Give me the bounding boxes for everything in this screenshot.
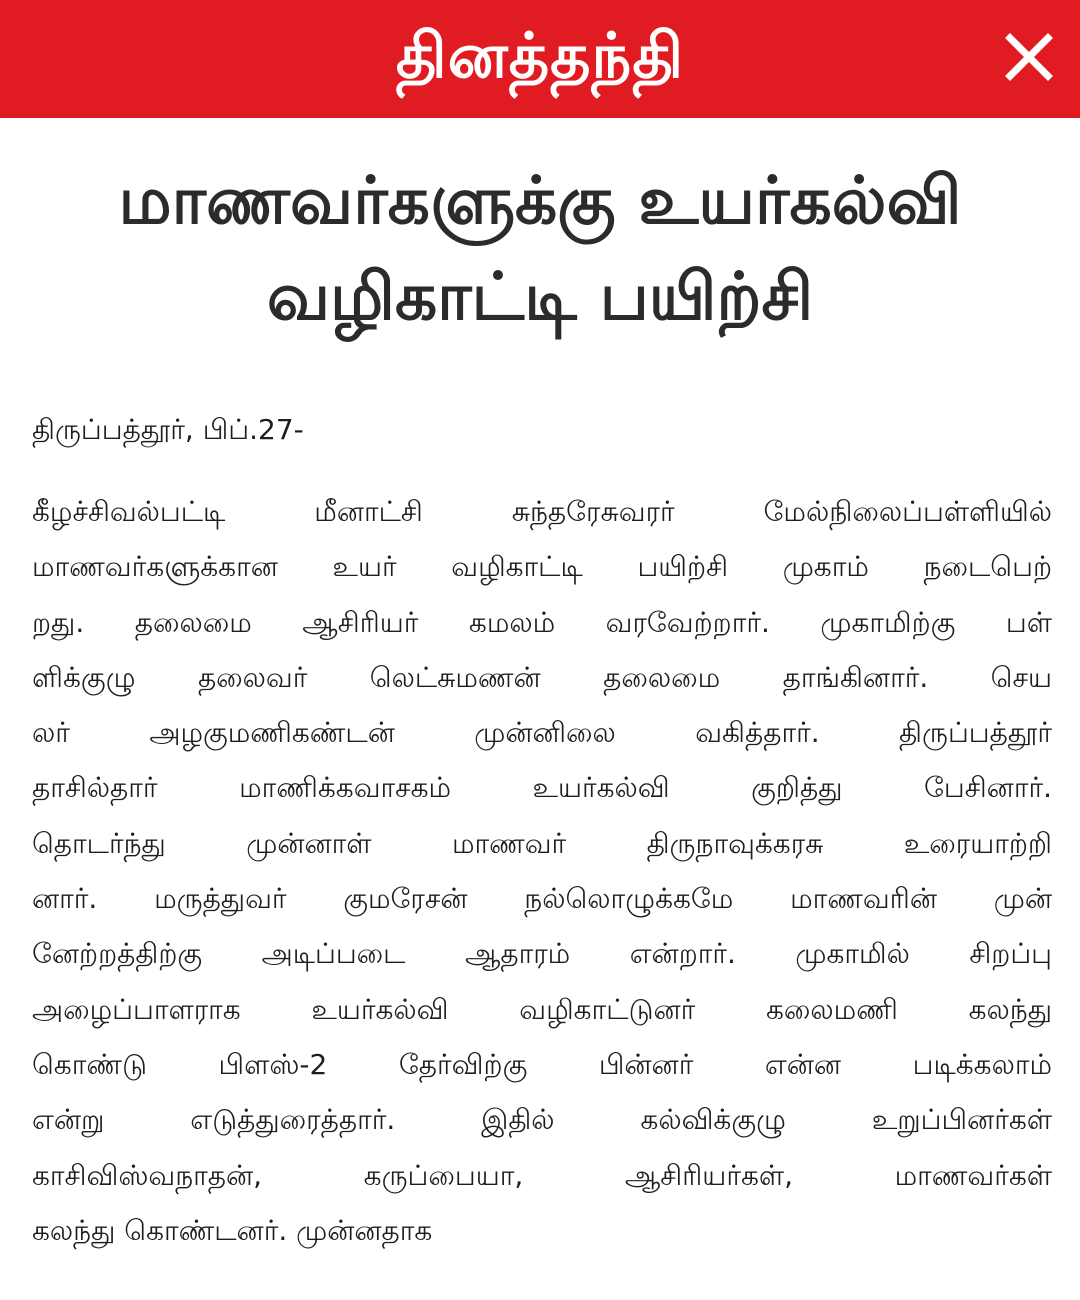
headline-line-2: வழிகாட்டி பயிற்சி	[266, 257, 814, 335]
close-button[interactable]	[1002, 30, 1056, 84]
body-line: கலந்து கொண்டனர். முன்னதாக	[32, 1213, 433, 1247]
article-body	[32, 484, 1052, 1258]
body-line: காசிவிஸ்வநாதன், கருப்பையா, ஆசிரியர்கள், மாணவர்கள்	[32, 1158, 1052, 1192]
body-line: கொண்டு பிளஸ்-2 தேர்விற்கு பின்னர் என்ன படிக்கலாம்	[32, 1047, 1052, 1081]
body-line: மாணவர்களுக்கான உயர் வழிகாட்டி பயிற்சி முகாம் நடைபெற்	[32, 550, 1052, 584]
body-line: னேற்றத்திற்கு அடிப்படை ஆதாரம் என்றார். முகாமில் சிறப்பு	[32, 937, 1053, 971]
body-line: றது. தலைமை ஆசிரியர் கமலம் வரவேற்றார். முகாமிற்கு பள்	[32, 605, 1052, 639]
close-icon	[1002, 30, 1056, 84]
body-line: ளிக்குழு தலைவர் லெட்சுமணன் தலைமை தாங்கினார். செய	[32, 660, 1052, 694]
body-line: லர் அழகுமணிகண்டன் முன்னிலை வகித்தார். திருப்பத்தூர்	[32, 716, 1052, 750]
article-headline	[60, 152, 1020, 344]
headline-line-1: மாணவர்களுக்கு உயர்கல்வி	[118, 161, 962, 239]
body-line: தொடர்ந்து முன்னாள் மாணவர் திருநாவுக்கரசு உரையாற்றி	[32, 826, 1052, 860]
app-header	[0, 0, 1080, 118]
article-dateline: திருப்பத்தூர், பிப்.27-	[32, 413, 304, 446]
body-line: என்று எடுத்துரைத்தார். இதில் கல்விக்குழு உறுப்பினர்கள்	[32, 1103, 1052, 1137]
dinathanthi-logo: தினத்தந்தி	[395, 19, 685, 92]
body-line: கீழச்சிவல்பட்டி மீனாட்சி சுந்தரேசுவரர் மேல்நிலைப்பள்ளியில்	[32, 495, 1052, 528]
body-line: னார். மருத்துவர் குமரேசன் நல்லொழுக்கமே மாணவரின் முன்	[32, 882, 1052, 916]
body-line: தாசில்தார் மாணிக்கவாசகம் உயர்கல்வி குறித்து பேசினார்.	[32, 771, 1052, 805]
body-line: அழைப்பாளராக உயர்கல்வி வழிகாட்டுனர் கலைமணி கலந்து	[32, 992, 1052, 1026]
